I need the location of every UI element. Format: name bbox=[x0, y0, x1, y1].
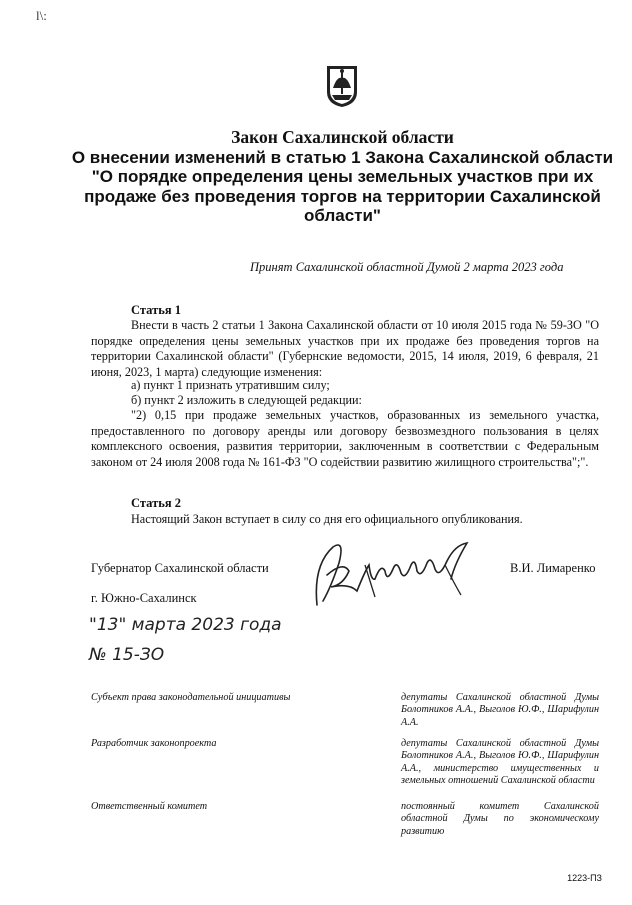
governor-name: В.И. Лимаренко bbox=[510, 561, 596, 575]
subject-value: депутаты Сахалинской областной Думы Болотников А.А., Выголов Ю.Ф., Шарифулин А.А. bbox=[401, 692, 599, 728]
document-code: 1223-ПЗ bbox=[567, 873, 602, 883]
committee-label: Ответственный комитет bbox=[91, 801, 208, 812]
document-title bbox=[60, 128, 625, 226]
article-1-intro: Внести в часть 2 статьи 1 Закона Сахалинской области от 10 июля 2015 года № 59-ЗО "О порядке определения цены земельных участков при их продаже без проведения торгов на территории Сахалинской области" (Губернские ведомости, 2015, 14 июля, 2019, 6 февраля, 21 июня, 2023, 1 марта) следующие изменения: bbox=[91, 318, 599, 379]
committee-value: постоянный комитет Сахалинской областной Думы по экономическому развитию bbox=[401, 801, 599, 837]
handwritten-date: "13" марта 2023 года bbox=[89, 615, 282, 635]
developer-value: депутаты Сахалинской областной Думы Болотников А.А., Выголов Ю.Ф., Шарифулин А.А., министерство имущественных и земельных отношений Сахалинской области bbox=[401, 738, 599, 787]
adoption-note: Принят Сахалинской областной Думой 2 марта 2023 года bbox=[250, 260, 564, 274]
governor-label: Губернатор Сахалинской области bbox=[91, 561, 269, 575]
developer-label: Разработчик законопроекта bbox=[91, 738, 217, 749]
governor-signature-icon bbox=[305, 535, 480, 615]
article-1-item-b: б) пункт 2 изложить в следующей редакции: bbox=[131, 393, 362, 407]
title-subject: О внесении изменений в статью 1 Закона Сахалинской области "О порядке определения цены земельных участков при их продаже без проведения торгов на территории Сахалинской области" bbox=[71, 147, 614, 226]
article-2-text: Настоящий Закон вступает в силу со дня его официального опубликования. bbox=[131, 512, 523, 526]
city-label: г. Южно-Сахалинск bbox=[91, 591, 197, 605]
title-line-law: Закон Сахалинской области bbox=[231, 127, 454, 147]
coat-of-arms-icon bbox=[325, 62, 359, 108]
scan-mark: l\: bbox=[36, 8, 47, 23]
subject-label: Субъект права законодательной инициативы bbox=[91, 692, 291, 703]
article-1-heading: Статья 1 bbox=[131, 303, 181, 317]
article-1-quote: "2) 0,15 при продаже земельных участков, образованных из земельного участка, предоставленного по договору аренды или договору безвозмездного пользования в целях комплексного освоения, развития территории, заключенным в соответствии с Федеральным законом от 24 июля 2008 года № 161-ФЗ "О содействии развитию жилищного строительства";". bbox=[91, 408, 599, 469]
article-1-item-a: а) пункт 1 признать утратившим силу; bbox=[131, 378, 330, 392]
article-2-heading: Статья 2 bbox=[131, 496, 181, 510]
handwritten-law-number: № 15-ЗО bbox=[89, 645, 165, 665]
